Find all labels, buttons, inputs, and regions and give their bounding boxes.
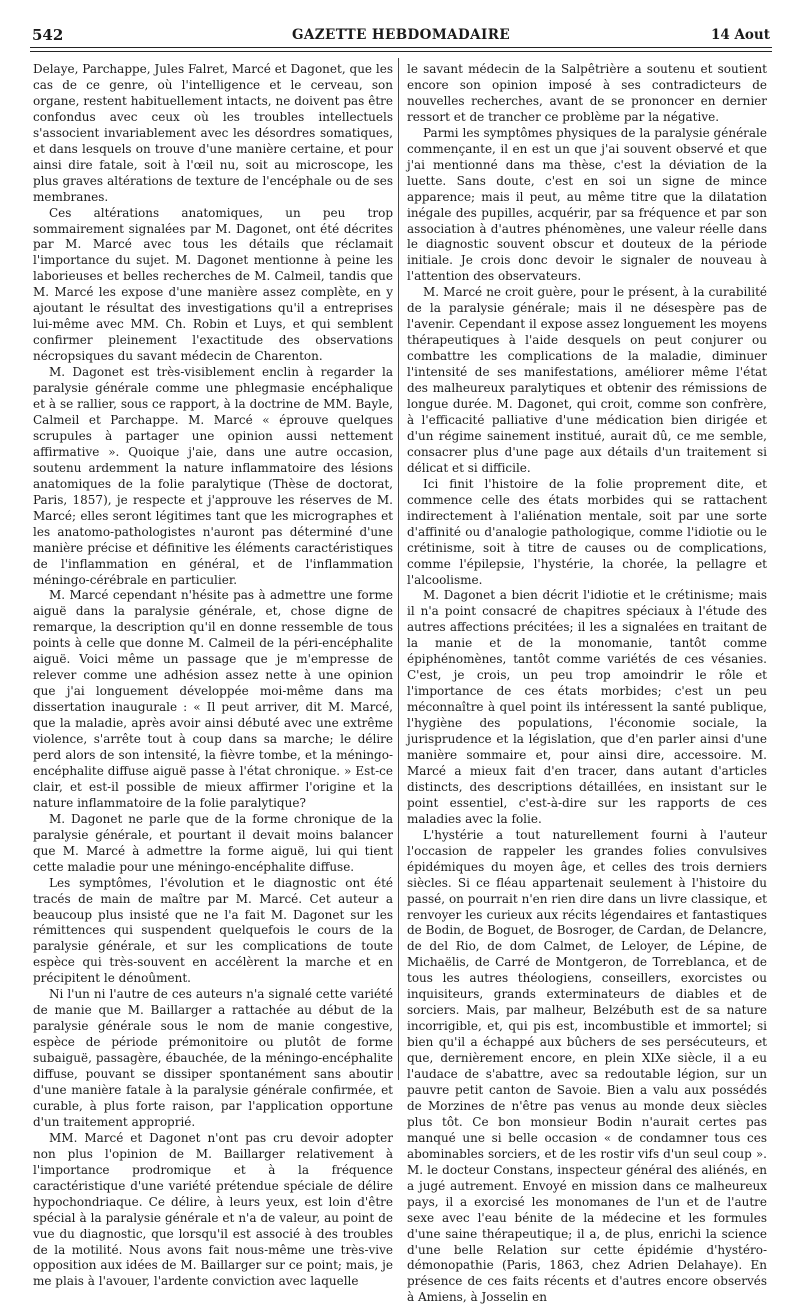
paragraph: le savant médecin de la Salpêtrière a soutenu et soutient encore son opinion imposé à ses contradicteurs de nouvelles recherches, avant de se prononcer en dernier ressort et de trancher ce problème par la négative.	[407, 62, 767, 124]
issue-date: 14 Aout	[710, 27, 770, 43]
page-number: 542	[32, 26, 64, 44]
right-column	[407, 62, 767, 1305]
paragraph: Ces altérations anatomiques, un peu trop sommairement signalées par M. Dagonet, ont été décrites par M. Marcé avec tous les détails que réclamait l'importance du sujet. M. Dagonet mentionne à peine les laborieuses et belles recherches de M. Calmeil, tandis que M. Marcé les expose d'une manière assez complète, en y ajoutant le résultat des investigations qu'il a entreprises lui-même avec MM. Ch. Robin et Luys, et qui semblent confirmer pleinement l'exactitude des observations nécropsiques du savant médecin de Charenton.	[33, 205, 393, 364]
paragraph: L'hystérie a tout naturellement fourni à l'auteur l'occasion de rappeler les grandes folies convulsives épidémiques du moyen âge, et celles des trois derniers siècles. Si ce fléau appartenait seulement à l'histoire du passé, on pourrait n'en rien dire dans un livre classique, et renvoyer les curieux aux récits légendaires et fantastiques de Bodin, de Boguet, de Bosroger, de Cardan, de Delancre, de del Rio, de dom Calmet, de Leloyer, de Lépine, de Michaëlis, de Carré de Montgeron, de Torreblanca, et de tous les autres théologiens, conseillers, exorcistes ou inquisiteurs, grands exterminateurs de diables et de sorciers. Mais, par malheur, Belzébuth est de sa nature incorrigible, et, qui pis est, incombustible et immortel; si bien qu'il a échappé aux bûchers de ses persécuteurs, et que, dernièrement encore, en plein XIXe siècle, il a eu l'audace de s'abattre, avec sa redoutable légion, sur un pauvre petit canton de Savoie. Bien a valu aux possédés de Morzines de n'être pas venus au monde deux siècles plus tôt. Ce bon monsieur Bodin n'aurait certes pas manqué une si belle occasion « de condamner tous ces abominables sorciers, et de les rostir vifs d'un seul coup ». M. le docteur Constans, inspecteur général des aliénés, en a jugé autrement. Envoyé en mission dans ce malheureux pays, il a exorcisé les monomanes de l'un et de l'autre sexe avec l'eau bénite de la médecine et les formules d'une saine thérapeutique; il a, de plus, enrichi la science d'une belle Relation sur cette épidémie d'hystéro-démonopathie (Paris, 1863, chez Adrien Delahaye). En présence de ces faits récents et d'autres encore observés à Amiens, à Josselin en	[407, 827, 767, 1305]
paragraph: M. Dagonet a bien décrit l'idiotie et le crétinisme; mais il n'a point consacré de chapitres spéciaux à l'étude des autres affections précitées; il les a signalées en traitant de la manie et de la monomanie, tantôt comme épiphénomènes, tantôt comme variétés de ces vésanies. C'est, je crois, un peu trop amoindrir le rôle et l'importance de ces états morbides; c'est un peu méconnaître à quel point ils intéressent la santé publique, l'hygiène des populations, l'économie sociale, la jurisprudence et la législation, que d'en parler ainsi d'une manière sommaire et, pour ainsi dire, accessoire. M. Marcé a mieux fait d'en tracer, dans autant d'articles distincts, des descriptions détaillées, en insistant sur le point essentiel, c'est-à-dire sur les rapports de ces maladies avec la folie.	[407, 588, 767, 826]
paragraph: Ici finit l'histoire de la folie proprement dite, et commence celle des états morbides qui se rattachent indirectement à l'aliénation mentale, soit par une sorte d'affinité ou d'analogie pathologique, comme l'idiotie ou le crétinisme, soit à titre de causes ou de complications, comme l'épilepsie, l'hystérie, la chorée, la pellagre et l'alcoolisme.	[407, 476, 767, 587]
paragraph: Delaye, Parchappe, Jules Falret, Marcé et Dagonet, que les cas de ce genre, où l'intelligence et le cerveau, son organe, restent habituellement intacts, ne doivent pas être confondus avec ceux où les troubles intellectuels s'associent invariablement avec les désordres somatiques, et dans lesquels on trouve d'une manière certaine, et pour ainsi dire fatale, soit à l'œil nu, soit au microscope, les plus graves altérations de texture de l'encéphale ou de ses membranes.	[33, 62, 393, 204]
paragraph: M. Marcé ne croit guère, pour le présent, à la curabilité de la paralysie générale; mais il ne désespère pas de l'avenir. Cependant il expose assez longuement les moyens thérapeutiques à l'aide desquels on peut conjurer ou combattre les complications de la maladie, diminuer l'intensité de ses manifestations, améliorer même l'état des malheureux paralytiques et obtenir des rémissions de longue durée. M. Dagonet, qui croit, comme son confrère, à l'efficacité palliative d'une médication bien dirigée et d'un régime sainement institué, aurait dû, ce me semble, consacrer plus d'une page aux détails d'un traitement si délicat et si difficile.	[407, 285, 767, 475]
publication-title: GAZETTE HEBDOMADAIRE	[291, 27, 511, 43]
header-rule	[30, 47, 772, 48]
paragraph: Parmi les symptômes physiques de la paralysie générale commençante, il en est un que j'ai souvent observé et que j'ai mentionné dans ma thèse, c'est la déviation de la luette. Sans doute, c'est en soi un signe de mince apparence; mais il peut, au même titre que la dilatation inégale des pupilles, acquérir, par sa fréquence et par son association à d'autres phénomènes, une valeur réelle dans le diagnostic souvent obscur et douteux de la période initiale. Je crois donc devoir le signaler de nouveau à l'attention des observateurs.	[407, 125, 767, 284]
column-divider	[398, 58, 399, 1080]
paragraph: Ni l'un ni l'autre de ces auteurs n'a signalé cette variété de manie que M. Baillarger a rattachée au début de la paralysie générale sous le nom de manie congestive, espèce de période prémonitoire ou plutôt de forme subaiguë, passagère, ébauchée, de la méningo-encéphalite diffuse, pouvant se dissiper spontanément sans aboutir d'une manière fatale à la paralysie générale confirmée, et curable, à plus forte raison, par l'application opportune d'un traitement approprié.	[33, 987, 393, 1129]
paragraph: Les symptômes, l'évolution et le diagnostic ont été tracés de main de maître par M. Marcé. Cet auteur a beaucoup plus insisté que ne l'a fait M. Dagonet sur les rémittences qui suspendent quelquefois le cours de la paralysie générale, et sur les complications de toute espèce qui très-souvent en accélèrent la marche et en précipitent le dénoûment.	[33, 875, 393, 986]
paragraph: M. Dagonet est très-visiblement enclin à regarder la paralysie générale comme une phlegmasie encéphalique et à se rallier, sous ce rapport, à la doctrine de MM. Bayle, Calmeil et Parchappe. M. Marcé « éprouve quelques scrupules à partager une opinion aussi nettement affirmative ». Quoique j'aie, dans une autre occasion, soutenu ardemment la nature inflammatoire des lésions anatomiques de la folie paralytique (Thèse de doctorat, Paris, 1857), je respecte et j'approuve les réserves de M. Marcé; elles seront légitimes tant que les micrographes et les anatomo-pathologistes n'auront pas déterminé d'une manière précise et définitive les éléments caractéristiques de l'inflammation en général, et de l'inflammation méningo-cérébrale en particulier.	[33, 365, 393, 587]
page-header	[32, 26, 770, 46]
paragraph: MM. Marcé et Dagonet n'ont pas cru devoir adopter non plus l'opinion de M. Baillarger relativement à l'importance prodromique et à la fréquence caractéristique d'une variété prétendue spéciale de délire hypochondriaque. Ce délire, à leurs yeux, est loin d'être spécial à la paralysie générale et n'a de valeur, au point de vue du diagnostic, que lorsqu'il est associé à des troubles de la motilité. Nous avons fait nous-même une très-vive opposition aux idées de M. Baillarger sur ce point; mais, je me plais à l'avouer, l'ardente conviction avec laquelle	[33, 1130, 393, 1289]
header-rule-thin	[30, 51, 772, 52]
left-column	[33, 62, 393, 1289]
paragraph: M. Dagonet ne parle que de la forme chronique de la paralysie générale, et pourtant il devait moins balancer que M. Marcé à admettre la forme aiguë, lui qui tient cette maladie pour une méningo-encéphalite diffuse.	[33, 811, 393, 874]
paragraph: M. Marcé cependant n'hésite pas à admettre une forme aiguë dans la paralysie générale, et, chose digne de remarque, la description qu'il en donne ressemble de tous points à celle que donne M. Calmeil de la péri-encéphalite aiguë. Voici même un passage que je m'empresse de relever comme une adhésion assez nette à une opinion que j'ai longuement développée moi-même dans ma dissertation inaugurale : « Il peut arriver, dit M. Marcé, que la maladie, après avoir ainsi débuté avec une extrême violence, s'arrête tout à coup dans sa marche; le délire perd alors de son intensité, la fièvre tombe, et la méningo-encéphalite diffuse aiguë passe à l'état chronique. » Est-ce clair, et est-il possible de mieux affirmer l'origine et la nature inflammatoire de la folie paralytique?	[33, 588, 393, 810]
